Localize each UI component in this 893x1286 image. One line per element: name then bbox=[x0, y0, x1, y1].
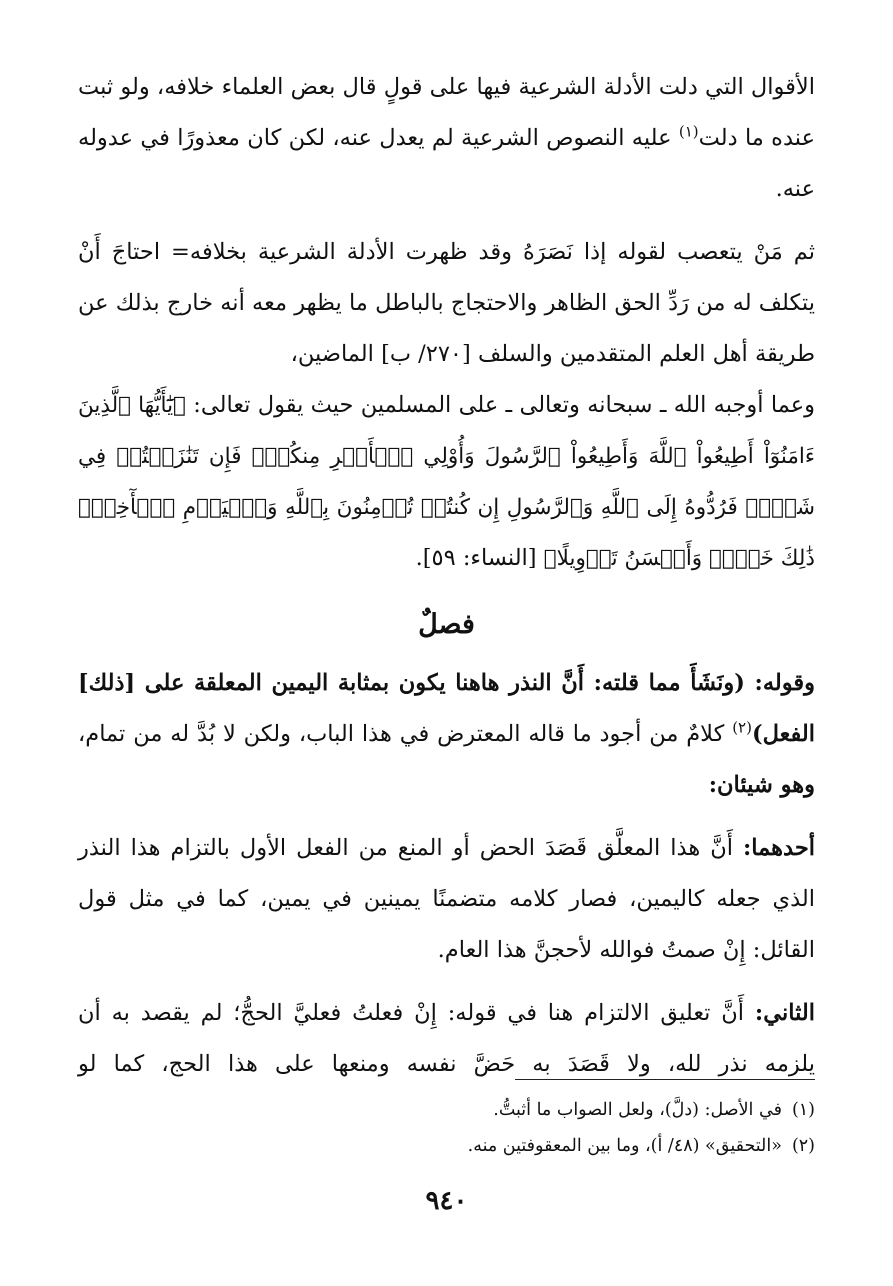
paragraph-2-text: ثم مَنْ يتعصب لقوله إذا نَصَرَهُ وقد ظهرت الأدلة الشرعية بخلافه= احتاجَ أَنْ يتكلف له من رَدِّ الحق الظاهر والاحتجاج بالباطل ما يظهر معه أنه خارج بذلك عن طريقة أهل العلم المتقدمين والسلف [٢٧٠/ ب] الماضين، bbox=[78, 239, 815, 367]
paragraph-5-text: أَنَّ هذا المعلَّق قَصَدَ الحض أو المنع من الفعل الأول بالتزام هذا النذر الذي جعله كاليمين، فصار كلامه متضمنًا يمينين في يمين، كما في مثل قول القائل: إِنْ صمتُ فوالله لأحجنَّ هذا العام. bbox=[78, 835, 815, 963]
paragraph-1 bbox=[78, 62, 815, 215]
footnote-ref-2[interactable]: (٢) bbox=[732, 718, 752, 737]
footnote-2-number: (٢) bbox=[791, 1136, 815, 1156]
footnote-2 bbox=[78, 1128, 815, 1164]
footnote-divider bbox=[515, 1079, 815, 1080]
paragraph-4-bold: وقوله: (ونَشَأَ مما قلته: أَنَّ النذر هاهنا يكون بمثابة اليمين المعلقة على [ذلك] الفعل) bbox=[78, 670, 815, 747]
paragraph-3 bbox=[78, 380, 815, 584]
paragraph-5 bbox=[78, 823, 815, 976]
footnote-1-text: في الأصل: (دلَّ)، ولعل الصواب ما أثبتُّ. bbox=[493, 1100, 782, 1120]
footnotes bbox=[78, 1092, 815, 1164]
paragraph-3-text-a: وعما أوجبه الله ـ سبحانه وتعالى ـ على المسلمين حيث يقول تعالى: bbox=[185, 392, 815, 418]
footnote-1 bbox=[78, 1092, 815, 1128]
paragraph-6 bbox=[78, 988, 815, 1090]
section-heading: فصلٌ bbox=[418, 609, 475, 640]
paragraph-4-bold-end: وهو شيئان: bbox=[708, 772, 815, 798]
quran-verse: ﴿يَٰٓأَيُّهَا ٱلَّذِينَ ءَامَنُوٓاْ أَطِيعُواْ ٱللَّهَ وَأَطِيعُواْ ٱلرَّسُولَ وَأُوْلِي ٱلۡأَمۡرِ مِنكُمۡۖ فَإِن تَنَٰزَعۡتُمۡ فِي شَيۡءٖ فَرُدُّوهُ إِلَى ٱللَّهِ وَٱلرَّسُولِ إِن كُنتُمۡ تُؤۡمِنُونَ بِٱللَّهِ وَٱلۡيَوۡمِ ٱلۡأٓخِرِۚ ذَٰلِكَ خَيۡرٞ وَأَحۡسَنُ تَأۡوِيلًا﴾ bbox=[78, 393, 815, 571]
paragraph-4 bbox=[78, 658, 815, 811]
footnote-ref-1[interactable]: (١) bbox=[678, 122, 699, 141]
main-text bbox=[78, 62, 815, 1102]
paragraph-5-label: أحدهما: bbox=[742, 835, 815, 861]
paragraph-1-text-b: عليه النصوص الشرعية لم يعدل عنه، لكن كان معذورًا في عدوله عنه. bbox=[78, 125, 815, 202]
verse-citation: [النساء: ٥٩]. bbox=[415, 545, 544, 571]
footnote-2-text: «التحقيق» (٤٨/ أ)، وما بين المعقوفتين منه. bbox=[467, 1136, 782, 1156]
paragraph-6-text: أَنَّ تعليق الالتزام هنا في قوله: إِنْ فعلتُ فعليَّ الحجُّ؛ لم يقصد به أن يلزمه نذر لله، ولا قَصَدَ به حَضَّ نفسه ومنعها على هذا الحج، كما لو bbox=[78, 1000, 815, 1077]
paragraph-4-text: كلامٌ من أجود ما قاله المعترض في هذا الباب، ولكن لا بُدَّ له من تمام، bbox=[78, 721, 733, 747]
paragraph-1-text-a: الأقوال التي دلت الأدلة الشرعية فيها على قولٍ قال بعض العلماء خلافه، ولو ثبت عنده ما دلت bbox=[78, 74, 815, 151]
page-number: ٩٤٠ bbox=[425, 1186, 468, 1216]
paragraph-6-label: الثاني: bbox=[754, 1000, 815, 1026]
footnote-1-number: (١) bbox=[791, 1100, 815, 1120]
paragraph-2 bbox=[78, 227, 815, 380]
